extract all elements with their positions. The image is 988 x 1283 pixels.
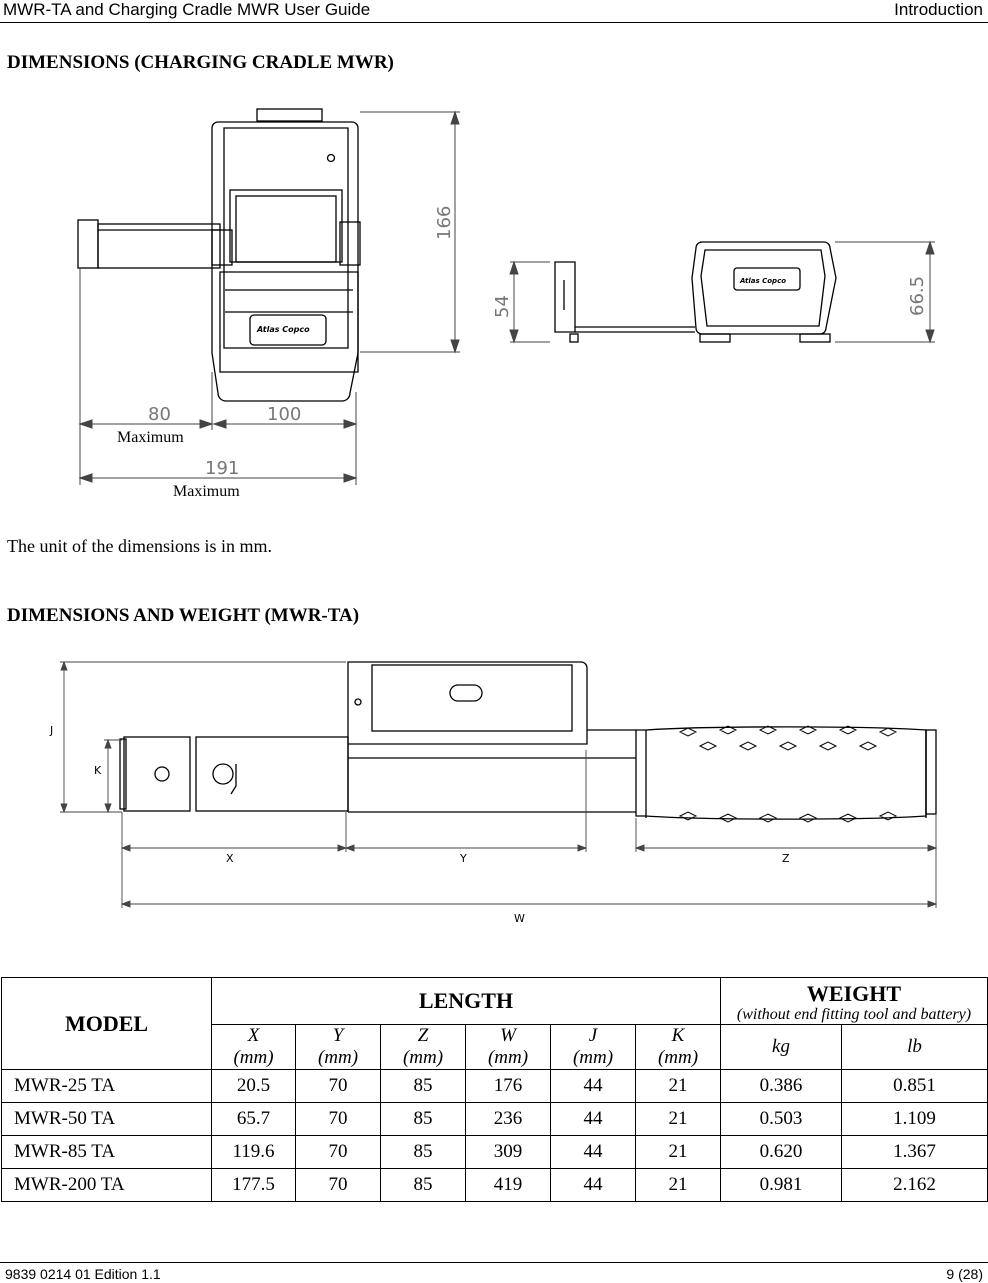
col-z: Z (mm)	[381, 1025, 466, 1070]
table-row	[2, 1070, 988, 1103]
cell-kg: 0.620	[721, 1136, 842, 1169]
label-x: X	[226, 852, 234, 865]
label-y: Y	[460, 852, 467, 865]
cell-k: 21	[636, 1136, 721, 1169]
weight-note: (without end fitting tool and battery)	[736, 1006, 972, 1023]
cell-y: 70	[296, 1070, 381, 1103]
cell-x: 20.5	[212, 1070, 296, 1103]
col-group-length: LENGTH	[212, 978, 721, 1025]
cell-x: 177.5	[212, 1169, 296, 1202]
brand-logo-side: Atlas Copco	[740, 277, 787, 285]
cradle-top-view-drawing	[60, 100, 480, 500]
label-z: Z	[782, 852, 790, 865]
label-k: K	[94, 764, 102, 777]
cell-j: 44	[551, 1169, 636, 1202]
dim-166: 166	[434, 205, 455, 240]
table-row	[2, 1136, 988, 1169]
label-j: J	[50, 724, 54, 737]
cell-z: 85	[381, 1136, 466, 1169]
page-header	[0, 0, 988, 23]
cell-model: MWR-85 TA	[2, 1136, 212, 1169]
cell-k: 21	[636, 1169, 721, 1202]
col-k: K (mm)	[636, 1025, 721, 1070]
col-w: W (mm)	[466, 1025, 551, 1070]
cell-j: 44	[551, 1136, 636, 1169]
mwr-ta-drawing	[40, 650, 940, 930]
col-x: X (mm)	[212, 1025, 296, 1070]
footer-page-number: 9 (28)	[946, 1266, 983, 1282]
cell-k: 21	[636, 1103, 721, 1136]
dim-100: 100	[267, 404, 302, 425]
cell-x: 119.6	[212, 1136, 296, 1169]
cell-j: 44	[551, 1070, 636, 1103]
page-footer	[0, 1262, 988, 1283]
col-kg: kg	[721, 1025, 842, 1070]
cradle-side-view-drawing	[490, 230, 950, 350]
cell-w: 176	[466, 1070, 551, 1103]
cell-kg: 0.503	[721, 1103, 842, 1136]
table-row	[2, 1169, 988, 1202]
cell-lb: 2.162	[842, 1169, 988, 1202]
cell-k: 21	[636, 1070, 721, 1103]
cell-w: 236	[466, 1103, 551, 1136]
col-model: MODEL	[2, 978, 212, 1070]
unit-note: The unit of the dimensions is in mm.	[7, 536, 272, 556]
cell-model: MWR-25 TA	[2, 1070, 212, 1103]
cell-y: 70	[296, 1103, 381, 1136]
table-row	[2, 1103, 988, 1136]
col-j: J (mm)	[551, 1025, 636, 1070]
label-w: W	[514, 912, 525, 925]
cell-y: 70	[296, 1136, 381, 1169]
cell-x: 65.7	[212, 1103, 296, 1136]
cell-kg: 0.981	[721, 1169, 842, 1202]
section-title-mwr-ta: DIMENSIONS AND WEIGHT (MWR-TA)	[7, 605, 360, 626]
cell-lb: 1.109	[842, 1103, 988, 1136]
cell-kg: 0.386	[721, 1070, 842, 1103]
footer-doc-number: 9839 0214 01 Edition 1.1	[5, 1266, 161, 1282]
header-doc-title: MWR-TA and Charging Cradle MWR User Guide	[3, 0, 371, 19]
cell-z: 85	[381, 1169, 466, 1202]
dim-66-5: 66.5	[907, 275, 928, 316]
dimensions-weight-table	[1, 977, 988, 1202]
brand-logo: Atlas Copco	[257, 325, 310, 334]
dim-80: 80	[148, 404, 171, 425]
cell-z: 85	[381, 1070, 466, 1103]
weight-title: WEIGHT	[806, 981, 902, 1006]
dim-191: 191	[205, 458, 240, 479]
cell-lb: 1.367	[842, 1136, 988, 1169]
cell-model: MWR-50 TA	[2, 1103, 212, 1136]
col-group-weight	[721, 978, 988, 1025]
header-section: Introduction	[894, 0, 983, 19]
cell-y: 70	[296, 1169, 381, 1202]
cell-model: MWR-200 TA	[2, 1169, 212, 1202]
cell-z: 85	[381, 1103, 466, 1136]
col-lb: lb	[842, 1025, 988, 1070]
cell-lb: 0.851	[842, 1070, 988, 1103]
cell-j: 44	[551, 1103, 636, 1136]
col-y: Y (mm)	[296, 1025, 381, 1070]
section-title-cradle: DIMENSIONS (CHARGING CRADLE MWR)	[7, 52, 394, 73]
dim-54: 54	[492, 295, 513, 318]
cell-w: 309	[466, 1136, 551, 1169]
label-maximum-191: Maximum	[173, 483, 240, 500]
label-maximum-80: Maximum	[117, 429, 184, 446]
cell-w: 419	[466, 1169, 551, 1202]
